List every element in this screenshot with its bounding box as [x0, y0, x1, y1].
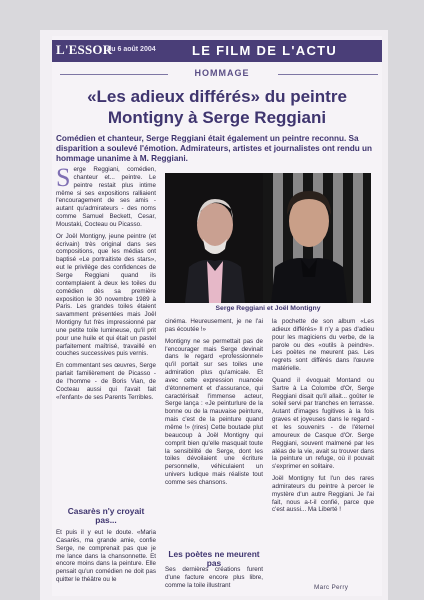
column-3-paragraph-3: Joël Montigny fut l'un des rares admirateurs du peintre à percer le mystère d'un autre Reggiani. Je l'ai fait, nous a-t-il confié, parce que c'est aussi... Ma Liberté ! [272, 475, 374, 514]
rubric-rule-left [60, 74, 168, 75]
headline-line-1: «Les adieux différés» du peintre [87, 87, 347, 106]
headline-line-2: Montigny à Serge Reggiani [107, 108, 327, 127]
article-photo [165, 173, 371, 303]
column-1-paragraph-2: Or Joël Montigny, jeune peintre (et écrivain) très original dans ses compositions, que les médias ont baptisé «Le portraitiste des stars», eut le privilège des confidences de Serge Reggiani quand ils contemplaient à deux les toiles du comédien dès sa première exposition le 30 novembre 1989 à Paris. Les grandes toiles étaient savamment présentées mais Joël Montigny fut frès impressionné par une petite toile lumineuse, qu'il prit pour une huile et qui était un pastel parfaitement maîtrisé, travaillé en couches successives puis vernis. [56, 232, 156, 358]
column-2-paragraph-3: Ses dernières créations furent d'une facture encore plus libre, comme la toile illustrant [165, 566, 263, 589]
column-2-paragraph-1: cinéma. Heureusement, je ne l'ai pas écoutée !» [165, 318, 263, 333]
newspaper-logo: L'ESSOR [56, 42, 113, 57]
subheading-poetes: Les poètes ne meurent pas [168, 549, 260, 568]
article-column-2 [165, 318, 263, 491]
rubric-label: HOMMAGE [194, 68, 250, 78]
rubric-rule-right [278, 74, 378, 75]
column-1-paragraph-3: En commentant ses œuvres, Serge parlait familièrement de Picasso - de l'homme - de Boris Vian, de Cocteau aussi qui l'avait fait «l'enfant» de ses Parents Terribles. [56, 362, 156, 401]
drop-cap: S [56, 163, 71, 192]
author-signature: Marc Perry [314, 584, 349, 591]
photo-person-left [181, 191, 249, 303]
photo-person-right [265, 181, 351, 303]
column-3-paragraph-2: Quand il évoquait Montand ou Sartre à La Colombe d'Or, Serge Reggiani disait qu'il allait... goûter le soleil servi par tranches en terrasse. Autant d'images fugitives à la fois graves et joyeuses dans le regard - et les souvenirs - de l'éternel amoureux de Casque d'Or. Serge Reggiani, souvent malmené par les aléas de la vie, avait su trouver dans la peinture un refuge, où il pouvait s'exprimer en solitaire. [272, 376, 374, 471]
article-column-2-continued [165, 566, 263, 594]
article-lede: Comédien et chanteur, Serge Reggiani était également un peintre reconnu. Sa disparition a soulevé l'émotion. Admirateurs, artistes et journalistes ont rendu un hommage unanime à M. Reggiani. [56, 134, 373, 163]
photo-caption: Serge Reggiani et Joël Montigny [215, 305, 321, 312]
article-column-3 [272, 318, 374, 518]
article-column-1 [56, 163, 156, 405]
section-title: LE FILM DE L'ACTU [192, 43, 338, 58]
column-2-paragraph-2: Montigny ne se permettait pas de l'encourager mais Serge devinait dans le regard «professionnel» qu'il portait sur ses toiles une admiration plus qu'amicale. Et avec cette expression nuancée d'étonnement et d'assurance, qui caractérisait l'immense acteur, Serge lança : «Je peinturlure de la bonne ou de la mauvaise peinture, mais c'est de la peinture quand même !» (rires) Cette boutade plut beaucoup à Joël Montigny qui comprit bien qu'elle masquait toute la sensibilité de Serge, dont les toiles dévoilaient une écriture personnelle, véhiculaient un univers ludique mais réaliste tout comme ses chansons. [165, 337, 263, 486]
article-column-1-continued [56, 529, 156, 588]
column-3-paragraph-1: la pochette de son album «Les adieux différés» Il n'y a pas d'adieu pour les magiciens du verbe, de la parole ou des «outils à peindre». Les poètes ne meurent pas. Les regrets sont différés dans l'œuvre matérielle. [272, 318, 374, 373]
column-1-paragraph-1 [56, 163, 156, 229]
column-1-paragraph-4: Et puis il y eut le doute. «Maria Casarès, ma grande amie, confie Serge, ne comprenait pas que je me lance dans la chansonnette. Et encore moins dans la peinture. Elle pensait qu'un comédien ne doit pas quitter le théâtre ou le [56, 529, 156, 584]
issue-date: du 6 août 2004 [107, 46, 156, 53]
column-1-paragraph-1-text: erge Reggiani, comédien, chanteur et... peintre. Le peintre restait plus intime même si ses expositions ralliaient l'encouragement de ses amis - autant qu'admirateurs - des noms comme Samuel Beckett, Cesar, Moustaki, Cocteau ou Picasso. [56, 166, 156, 228]
subheading-casares: Casarès n'y croyait pas... [67, 506, 145, 525]
masthead-banner [52, 40, 382, 62]
